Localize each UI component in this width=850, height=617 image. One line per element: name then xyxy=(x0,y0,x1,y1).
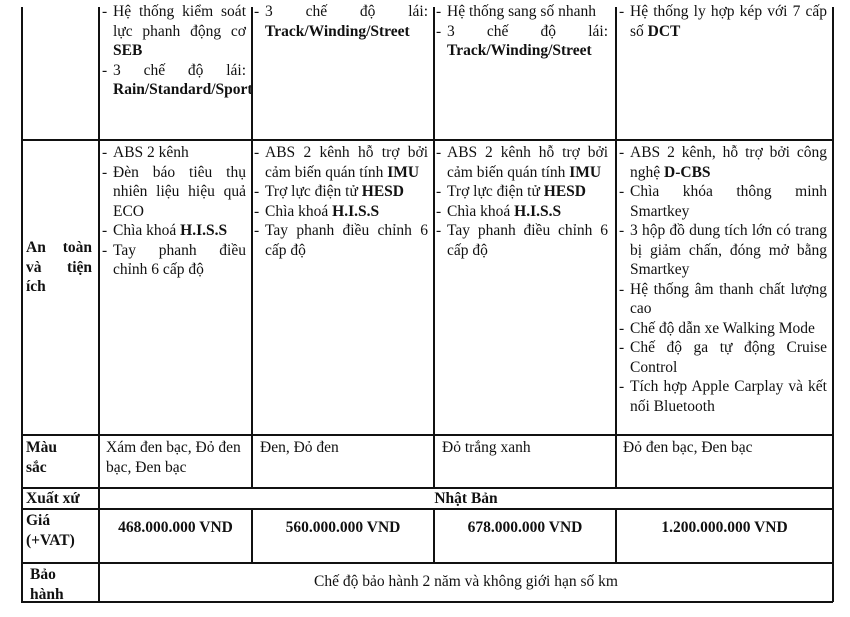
safety-col1 xyxy=(102,143,246,280)
list-item xyxy=(102,241,246,280)
colors-label: Màu sắc xyxy=(26,439,57,476)
list-item xyxy=(254,2,428,41)
list-text: Trợ lực điện tử xyxy=(265,183,362,200)
feature-list xyxy=(254,2,428,41)
list-text: 3 chế độ lái: xyxy=(265,3,428,20)
list-item xyxy=(102,2,246,61)
feature-list xyxy=(102,2,253,100)
list-item xyxy=(619,338,827,377)
list-item xyxy=(619,280,827,319)
list-text: Tay phanh điều chỉnh 6 cấp độ xyxy=(447,222,608,259)
table-border-bottom xyxy=(21,601,833,603)
safety-label: An toàn và tiện ích xyxy=(26,239,92,295)
bold-term: D-CBS xyxy=(664,163,711,181)
feature-list xyxy=(436,143,608,260)
list-text: ABS 2 kênh hỗ trợ bởi cảm biến quán tính xyxy=(447,144,608,181)
list-item xyxy=(619,143,827,182)
list-text: Chìa khóa thông minh Smartkey xyxy=(630,183,827,220)
bold-term: HESD xyxy=(361,183,404,200)
list-item xyxy=(102,61,253,100)
list-item xyxy=(102,143,246,163)
row-divider-5 xyxy=(21,562,833,564)
list-text: Hệ thống âm thanh chất lượng cao xyxy=(630,280,827,317)
column-divider-4 xyxy=(615,7,617,489)
list-text: Chìa khoá xyxy=(447,202,515,220)
bold-term: H.I.S.S xyxy=(332,202,380,220)
warranty-value: Chế độ bảo hành 2 năm và không giới hạn số km xyxy=(314,573,618,590)
colors-col2: Đen, Đỏ đen xyxy=(260,439,339,456)
bold-term: Track/Winding/Street xyxy=(265,22,410,40)
safety-col3 xyxy=(436,143,608,260)
row-divider-1 xyxy=(21,139,833,141)
list-item xyxy=(436,2,608,22)
list-text: Đèn báo tiêu thụ nhiên liệu hiệu quả ECO xyxy=(113,163,246,220)
list-item xyxy=(619,377,827,416)
column-divider-1 xyxy=(98,7,100,602)
list-item xyxy=(254,182,428,202)
features-col2 xyxy=(254,2,428,41)
colors-col1: Xám đen bạc, Đỏ đen bạc, Đen bạc xyxy=(106,439,241,476)
bold-term: IMU xyxy=(569,163,602,181)
table-border-right xyxy=(832,7,834,602)
bold-term: SEB xyxy=(113,42,143,59)
column-divider-3 xyxy=(433,7,435,489)
list-item xyxy=(436,22,608,61)
bold-term: Track/Winding/Street xyxy=(447,42,592,59)
list-text: Trợ lực điện tử xyxy=(447,183,544,200)
list-item xyxy=(436,202,608,222)
list-text: Hệ thống sang số nhanh xyxy=(447,3,596,20)
list-text: 3 chế độ lái: xyxy=(447,22,608,40)
table-border-left xyxy=(21,7,23,602)
list-text: Chìa khoá xyxy=(265,202,333,220)
list-item xyxy=(436,182,608,202)
list-item xyxy=(619,221,827,280)
bold-term: HESD xyxy=(543,183,586,200)
list-item xyxy=(254,221,428,260)
feature-list xyxy=(254,143,428,260)
price-col1: 468.000.000 VND xyxy=(118,519,233,536)
list-item xyxy=(619,2,827,41)
row-divider-2 xyxy=(21,434,833,436)
list-text: ABS 2 kênh, hỗ trợ bởi công nghệ xyxy=(630,144,827,181)
colors-col4: Đỏ đen bạc, Đen bạc xyxy=(623,439,753,456)
warranty-label: Bảo hành xyxy=(30,566,64,603)
list-item xyxy=(619,319,827,339)
colors-col3: Đỏ trắng xanh xyxy=(442,439,531,456)
price-col4: 1.200.000.000 VND xyxy=(661,519,788,536)
list-text: Tay phanh điều chỉnh 6 cấp độ xyxy=(265,222,428,259)
list-text: ABS 2 kênh hỗ trợ bởi cảm biến quán tính xyxy=(265,144,428,181)
features-col1 xyxy=(102,2,253,100)
list-text: Hệ thống kiểm soát lực phanh động cơ xyxy=(113,3,246,40)
bold-term: DCT xyxy=(647,22,681,40)
features-col3 xyxy=(436,2,608,61)
list-text: 3 chế độ lái: xyxy=(113,61,246,79)
origin-value: Nhật Bản xyxy=(434,490,498,507)
list-text: Chìa khoá xyxy=(113,222,181,239)
list-text: Tích hợp Apple Carplay và kết nối Bluetooth xyxy=(630,378,827,415)
safety-col4 xyxy=(619,143,827,416)
bold-term: IMU xyxy=(387,163,420,181)
list-text: Tay phanh điều chỉnh 6 cấp độ xyxy=(113,241,246,278)
price-label: Giá (+VAT) xyxy=(26,512,75,549)
list-text: Chế độ dẫn xe Walking Mode xyxy=(630,319,815,337)
safety-col2 xyxy=(254,143,428,260)
features-col4 xyxy=(619,2,827,41)
list-item xyxy=(254,202,428,222)
list-item xyxy=(436,143,608,182)
bold-term: Rain/Standard/Sport xyxy=(113,81,253,98)
list-text: ABS 2 kênh xyxy=(113,144,189,161)
feature-list xyxy=(619,143,827,416)
origin-label: Xuất xứ xyxy=(26,490,80,507)
list-text: 3 hộp đồ dung tích lớn có trang bị giảm chấn, đóng mở bằng Smartkey xyxy=(630,222,827,278)
bold-term: H.I.S.S xyxy=(180,222,228,239)
list-item xyxy=(102,221,246,241)
feature-list xyxy=(436,2,608,61)
price-col3: 678.000.000 VND xyxy=(467,519,583,536)
list-item xyxy=(619,182,827,221)
list-text: Chế độ ga tự động Cruise Control xyxy=(630,339,827,376)
list-text: Hệ thống ly hợp kép với 7 cấp số xyxy=(630,3,827,40)
price-col2: 560.000.000 VND xyxy=(285,519,401,536)
list-item xyxy=(102,163,246,222)
feature-list xyxy=(102,143,246,280)
bold-term: H.I.S.S xyxy=(514,202,562,220)
feature-list xyxy=(619,2,827,41)
list-item xyxy=(254,143,428,182)
list-item xyxy=(436,221,608,260)
